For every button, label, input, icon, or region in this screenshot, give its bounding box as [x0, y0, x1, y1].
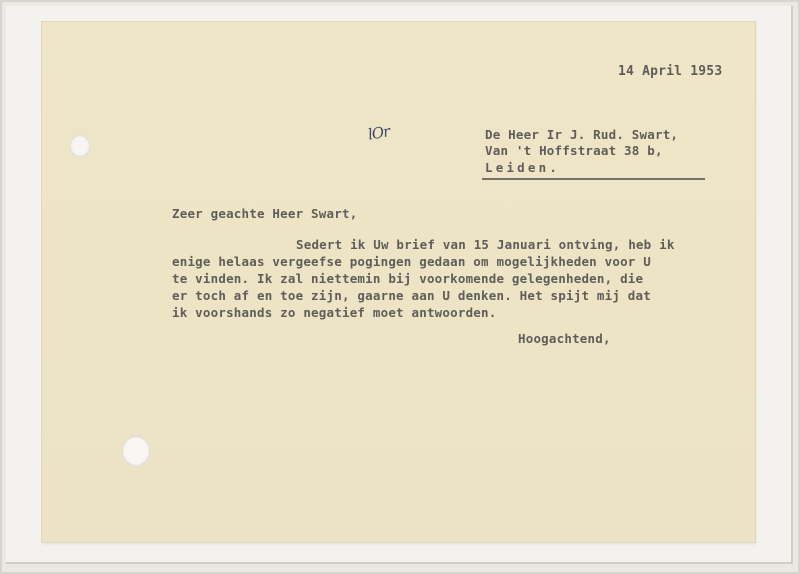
address-line-2: Van 't Hoffstraat 38 b,	[485, 143, 663, 158]
body-line-1: Sedert ik Uw brief van 15 Januari ontving, heb ik	[296, 237, 675, 252]
address-underline	[482, 178, 705, 180]
body-line-5: ik voorshands zo negatief moet antwoorden.	[172, 305, 497, 320]
punch-hole-top	[70, 135, 90, 157]
salutation: Zeer geachte Heer Swart,	[172, 206, 358, 221]
body-line-4: er toch af en toe zijn, gaarne aan U denken. Het spijt mij dat	[172, 288, 651, 303]
body-line-3: te vinden. Ik zal niettemin bij voorkomende gelegenheden, die	[172, 271, 644, 286]
address-line-1: De Heer Ir J. Rud. Swart,	[485, 127, 679, 142]
punch-hole-bottom	[122, 436, 150, 466]
closing: Hoogachtend,	[518, 331, 611, 346]
letter-date: 14 April 1953	[618, 64, 723, 79]
body-line-2: enige helaas vergeefse pogingen gedaan om mogelijkheden voor U	[172, 254, 651, 269]
handwritten-mark: lOr	[366, 122, 391, 144]
address-line-3: Leiden.	[485, 160, 561, 175]
